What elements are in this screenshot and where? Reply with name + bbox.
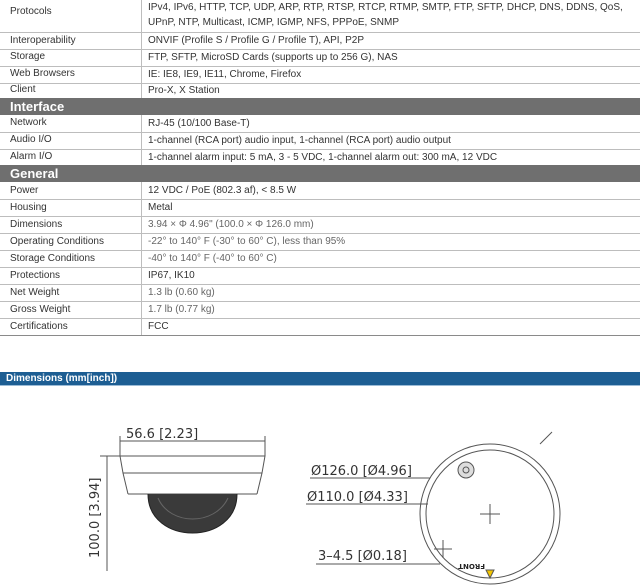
spec-label: Audio I/O xyxy=(10,134,52,145)
column-divider xyxy=(141,199,142,216)
spec-row-housing xyxy=(0,199,640,216)
height-label: 100.0 [3.94] xyxy=(88,477,103,558)
column-divider xyxy=(141,66,142,83)
column-divider xyxy=(141,182,142,199)
spec-label: Alarm I/O xyxy=(10,151,53,162)
spec-label: Storage xyxy=(10,51,46,62)
spec-label: Interoperability xyxy=(10,35,76,46)
column-divider xyxy=(141,115,142,132)
section-header-general xyxy=(0,165,640,182)
spec-value: FTP, SFTP, MicroSD Cards (supports up to 256 G), NAS xyxy=(148,52,398,63)
spec-row-dimensions xyxy=(0,216,640,233)
spec-value: 3.94 × Φ 4.96" (100.0 × Φ 126.0 mm) xyxy=(148,219,314,230)
camera-dome xyxy=(148,494,237,533)
spec-value: FCC xyxy=(148,321,169,332)
column-divider xyxy=(141,83,142,98)
column-divider xyxy=(141,216,142,233)
section-title: General xyxy=(10,166,59,181)
section-title: Interface xyxy=(10,99,65,114)
dimensions-title: Dimensions (mm[inch]) xyxy=(6,373,118,384)
spec-label: Operating Conditions xyxy=(10,236,104,247)
spec-value: 1.3 lb (0.60 kg) xyxy=(148,287,215,298)
spec-row-storage xyxy=(0,49,640,66)
column-divider xyxy=(141,267,142,284)
table-bottom-border xyxy=(0,335,640,336)
spec-row-certifications xyxy=(0,318,640,335)
spec-label: Net Weight xyxy=(10,287,60,298)
camera-side-view xyxy=(100,436,265,571)
spec-label: Power xyxy=(10,185,39,196)
spec-row-interoperability xyxy=(0,32,640,49)
spec-label: Client xyxy=(10,84,36,95)
spec-label: Storage Conditions xyxy=(10,253,96,264)
housing-edge xyxy=(257,473,262,494)
dia1-label: Ø126.0 [Ø4.96] xyxy=(311,464,412,479)
width-label: 56.6 [2.23] xyxy=(126,427,199,442)
spec-row-net-weight xyxy=(0,284,640,301)
dia2-label: Ø110.0 [Ø4.33] xyxy=(307,490,408,505)
spec-row-gross-weight xyxy=(0,301,640,318)
column-divider xyxy=(141,301,142,318)
spec-label: Housing xyxy=(10,202,47,213)
spec-label: Certifications xyxy=(10,321,68,332)
spec-row-client xyxy=(0,83,640,98)
column-divider xyxy=(141,132,142,149)
spec-value: ONVIF (Profile S / Profile G / Profile T), API, P2P xyxy=(148,35,364,46)
column-divider xyxy=(141,233,142,250)
spec-row-alarm-io xyxy=(0,149,640,165)
spec-value: IE: IE8, IE9, IE11, Chrome, Firefox xyxy=(148,69,302,80)
tick-mark xyxy=(540,432,552,444)
spec-value: Pro-X, X Station xyxy=(148,85,220,96)
spec-row-protocols xyxy=(0,0,640,32)
spec-value: -22° to 140° F (-30° to 60° C), less than 95% xyxy=(148,236,346,247)
spec-value: RJ-45 (10/100 Base-T) xyxy=(148,118,250,129)
column-divider xyxy=(141,49,142,66)
spec-row-web-browsers xyxy=(0,66,640,83)
screw-label: 3–4.5 [Ø0.18] xyxy=(318,549,407,564)
column-divider xyxy=(141,149,142,165)
spec-row-network xyxy=(0,115,640,132)
section-header-interface xyxy=(0,98,640,115)
spec-value: 1-channel (RCA port) audio input, 1-channel (RCA port) audio output xyxy=(148,135,451,146)
spec-value: 1-channel alarm input: 5 mA, 3 - 5 VDC, 1-channel alarm out: 300 mA, 12 VDC xyxy=(148,152,498,163)
spec-value: 12 VDC / PoE (802.3 af), < 8.5 W xyxy=(148,185,297,196)
column-divider xyxy=(141,0,142,32)
spec-label: Dimensions xyxy=(10,219,63,230)
spec-label: Protections xyxy=(10,270,61,281)
dimension-drawing xyxy=(0,386,640,585)
spec-label: Protocols xyxy=(10,6,52,17)
spec-value: IPv4, IPv6, HTTP, TCP, UDP, ARP, RTP, RTSP, RTCP, RTMP, SMTP, FTP, SFTP, DHCP, DNS, DDNS, QoS, UPnP, NTP, Multicast, ICMP, IGMP, NFS, PPPoE, SNMP xyxy=(148,2,623,28)
spec-value: IP67, IK10 xyxy=(148,270,195,281)
spec-label: Network xyxy=(10,117,47,128)
spec-label: Web Browsers xyxy=(10,68,75,79)
dimensions-header xyxy=(0,372,640,386)
spec-row-power xyxy=(0,182,640,199)
spec-label: Gross Weight xyxy=(10,304,71,315)
column-divider xyxy=(141,284,142,301)
spec-row-audio-io xyxy=(0,132,640,149)
column-divider xyxy=(141,32,142,49)
spec-row-storage-conditions xyxy=(0,250,640,267)
front-label: FRONT xyxy=(458,562,485,570)
spec-row-protections xyxy=(0,267,640,284)
housing-edge xyxy=(123,473,128,494)
spec-value: 1.7 lb (0.77 kg) xyxy=(148,304,215,315)
spec-row-operating-conditions xyxy=(0,233,640,250)
front-arrow-icon xyxy=(486,570,494,578)
camera-base xyxy=(120,456,265,473)
column-divider xyxy=(141,250,142,267)
column-divider xyxy=(141,318,142,335)
spec-value: -40° to 140° F (-40° to 60° C) xyxy=(148,253,277,264)
spec-value: Metal xyxy=(148,202,173,213)
mount-hole xyxy=(458,462,474,478)
